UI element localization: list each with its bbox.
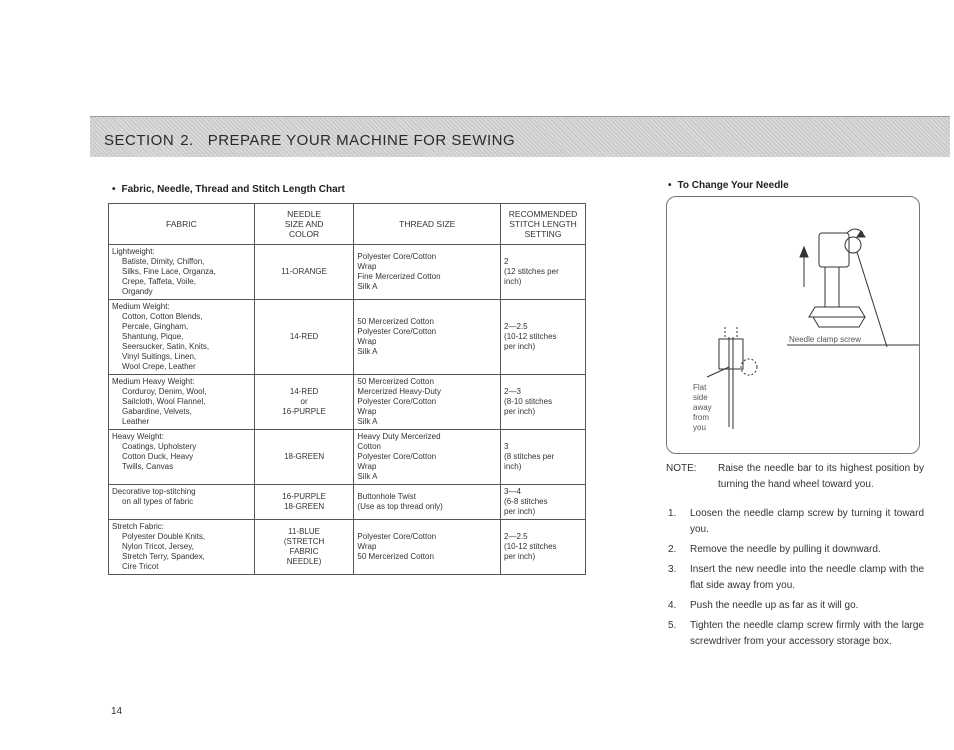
header-needle	[254, 204, 354, 245]
cell-fabric-line: Batiste, Dimity, Chiffon,	[122, 257, 205, 266]
cell-thread	[354, 430, 501, 485]
cell-needle	[254, 300, 354, 375]
flat-side-pointer-line	[707, 367, 729, 377]
cell-stitch-line: inch)	[504, 277, 522, 286]
cell-stitch	[501, 300, 586, 375]
cell-needle-line: or	[300, 397, 308, 406]
cell-thread-line: Buttonhole Twist	[357, 492, 416, 501]
pointer-line	[857, 252, 887, 347]
cell-needle-line: (STRETCH	[283, 537, 325, 546]
cell-stitch-line: (10-12 stitches	[504, 542, 557, 551]
fabric-needle-chart	[108, 203, 586, 575]
cell-needle	[254, 245, 354, 300]
cell-thread-line: Polyester Core/Cotton	[357, 252, 437, 261]
cell-thread-line: Polyester Core/Cotton	[357, 397, 437, 406]
header-fabric: FABRIC	[109, 204, 255, 245]
cell-fabric-line: Medium Weight:	[112, 302, 170, 311]
cell-thread-line: Wrap	[357, 542, 377, 551]
chart-heading	[112, 184, 345, 195]
cell-thread-line: Wrap	[357, 262, 377, 271]
cell-thread	[354, 520, 501, 575]
flat-side-label-line: from	[693, 413, 709, 422]
cell-fabric-line: Lightweight:	[112, 247, 155, 256]
cell-stitch-line: (8 stitches per	[504, 452, 555, 461]
cell-stitch-line: (6-8 stitches	[504, 497, 548, 506]
chart-body	[109, 245, 586, 575]
step-number: 4.	[668, 600, 677, 611]
note-label: NOTE:	[666, 463, 697, 474]
cell-stitch	[501, 520, 586, 575]
cell-stitch-line: (8-10 stitches	[504, 397, 553, 406]
needle-clamp-closeup-icon	[719, 339, 743, 369]
cell-thread-line: Wrap	[357, 462, 377, 471]
header-thread: THREAD SIZE	[354, 204, 501, 245]
cell-thread-line: Mercerized Heavy-Duty	[357, 387, 441, 396]
presser-bar-icon	[825, 267, 839, 307]
section-name: PREPARE YOUR MACHINE FOR SEWING	[207, 132, 516, 149]
cell-thread-line: Polyester Core/Cotton	[357, 327, 437, 336]
cell-needle-line: 11-BLUE	[288, 527, 321, 536]
table-row	[109, 375, 586, 430]
step-text: Loosen the needle clamp screw by turning it toward you.	[690, 508, 924, 535]
header-stitch-line: SETTING	[524, 229, 562, 239]
step-number: 5.	[668, 620, 677, 631]
step-number: 2.	[668, 544, 677, 555]
cell-stitch-line: 2—3	[504, 387, 521, 396]
cell-fabric-line: Sailcloth, Wool Flannel,	[122, 397, 206, 406]
cell-fabric-line: Heavy Weight:	[112, 432, 164, 441]
table-row	[109, 430, 586, 485]
cell-needle-line: NEEDLE)	[286, 557, 322, 566]
cell-needle	[254, 520, 354, 575]
cell-fabric-line: Vinyl Suitings, Linen,	[122, 352, 197, 361]
cell-thread-line: Silk A	[357, 347, 378, 356]
cell-fabric-line: Cotton, Cotton Blends,	[122, 312, 203, 321]
cell-thread-line: Silk A	[357, 417, 378, 426]
cell-needle	[254, 485, 354, 520]
cell-fabric-line: Wool Crepe, Leather	[122, 362, 196, 371]
cell-fabric-line: Cire Tricot	[122, 562, 159, 571]
cell-thread-line: Heavy Duty Mercerized	[357, 432, 441, 441]
chart-header-row	[109, 204, 586, 245]
cell-fabric-line: Gabardine, Velvets,	[122, 407, 192, 416]
cell-thread-line: Wrap	[357, 407, 377, 416]
flat-side-label-line: Flat	[693, 383, 707, 392]
cell-thread-line: 50 Mercerized Cotton	[357, 377, 434, 386]
cell-fabric	[109, 245, 255, 300]
step-number: 3.	[668, 564, 677, 575]
cell-needle	[254, 375, 354, 430]
cell-needle-line: 16-PURPLE	[282, 407, 326, 416]
cell-stitch	[501, 375, 586, 430]
cell-fabric-line: Decorative top-stitching	[112, 487, 196, 496]
chart-heading-text: Fabric, Needle, Thread and Stitch Length Chart	[121, 184, 345, 195]
cell-needle-line: 18-GREEN	[284, 452, 325, 461]
cell-needle-line: 11-ORANGE	[281, 267, 327, 276]
cell-thread	[354, 300, 501, 375]
cell-fabric-line: Medium Heavy Weight:	[112, 377, 195, 386]
cell-stitch	[501, 245, 586, 300]
table-row	[109, 245, 586, 300]
cell-fabric-line: Corduroy, Denim, Wool,	[122, 387, 207, 396]
cell-fabric	[109, 520, 255, 575]
cell-stitch	[501, 430, 586, 485]
cell-thread	[354, 245, 501, 300]
cell-fabric	[109, 375, 255, 430]
cell-stitch-line: 3—4	[504, 487, 521, 496]
needle-change-figure	[666, 196, 920, 454]
cell-fabric-line: Stretch Terry, Spandex,	[122, 552, 205, 561]
header-needle-line: SIZE AND	[284, 219, 324, 229]
cell-fabric-line: Percale, Gingham,	[122, 322, 189, 331]
header-stitch-line: STITCH LENGTH	[509, 219, 577, 229]
cell-stitch-line: 2	[504, 257, 509, 266]
step-text: Remove the needle by pulling it downward.	[690, 544, 881, 555]
up-arrow-icon	[800, 247, 808, 257]
table-row	[109, 300, 586, 375]
list-item	[666, 618, 924, 650]
cell-fabric-line: Coatings, Upholstery	[122, 442, 197, 451]
cell-fabric-line: Stretch Fabric:	[112, 522, 165, 531]
presser-foot-sole-icon	[813, 317, 865, 327]
list-item	[666, 542, 924, 558]
cell-thread-line: 50 Mercerized Cotton	[357, 317, 434, 326]
cell-stitch	[501, 485, 586, 520]
cell-thread	[354, 375, 501, 430]
cell-needle-line: 14-RED	[289, 387, 319, 396]
cell-stitch-line: 2—2.5	[504, 532, 528, 541]
needle-heading	[668, 180, 789, 191]
section-banner	[90, 116, 950, 157]
header-stitch	[501, 204, 586, 245]
step-text: Push the needle up as far as it will go.	[690, 600, 859, 611]
needle-heading-text: To Change Your Needle	[677, 180, 789, 191]
cell-fabric-line: Leather	[122, 417, 150, 426]
cell-stitch-line: inch)	[504, 462, 522, 471]
clamp-screw-icon	[845, 237, 861, 253]
cell-stitch-line: per inch)	[504, 342, 536, 351]
page-number: 14	[111, 706, 123, 717]
presser-foot-icon	[809, 307, 865, 317]
step-number: 1.	[668, 508, 677, 519]
cell-thread-line: 50 Mercerized Cotton	[357, 552, 434, 561]
clamp-screw-label: Needle clamp screw	[789, 335, 862, 344]
list-item	[666, 598, 924, 614]
cell-fabric	[109, 300, 255, 375]
cell-thread-line: Silk A	[357, 472, 378, 481]
cell-needle-line: 18-GREEN	[284, 502, 325, 511]
section-title	[104, 132, 515, 149]
clamp-body-icon	[819, 233, 849, 267]
section-prefix: SECTION	[104, 132, 175, 149]
cell-fabric-line: on all types of fabric	[122, 497, 194, 506]
needle-steps-list	[666, 506, 924, 654]
cell-needle-line: 16-PURPLE	[282, 492, 326, 501]
cell-thread-line: Fine Mercerized Cotton	[357, 272, 441, 281]
cell-thread-line: (Use as top thread only)	[357, 502, 443, 511]
cell-thread	[354, 485, 501, 520]
section-number: 2.	[180, 132, 194, 149]
list-item	[666, 506, 924, 538]
bullet-icon: •	[112, 184, 116, 195]
bullet-icon: •	[668, 180, 672, 191]
step-text: Tighten the needle clamp screw firmly with the large screwdriver from your accessory storage box.	[690, 620, 924, 647]
flat-side-label-line: away	[693, 403, 712, 412]
header-stitch-line: RECOMMENDED	[508, 209, 578, 219]
flat-side-label	[693, 383, 712, 433]
cell-stitch-line: 3	[504, 442, 509, 451]
table-row	[109, 520, 586, 575]
header-needle-line: COLOR	[288, 229, 320, 239]
cell-stitch-line: per inch)	[504, 507, 536, 516]
cell-fabric-line: Seersucker, Satin, Knits,	[122, 342, 210, 351]
cell-needle-line: 14-RED	[289, 332, 319, 341]
flat-side-label-line: you	[693, 423, 706, 432]
cell-thread-line: Polyester Core/Cotton	[357, 532, 437, 541]
cell-thread-line: Polyester Core/Cotton	[357, 452, 437, 461]
cell-needle-line: FABRIC	[289, 547, 319, 556]
cell-fabric-line: Polyester Double Knits,	[122, 532, 206, 541]
cell-stitch-line: per inch)	[504, 552, 536, 561]
cell-fabric-line: Cotton Duck, Heavy	[122, 452, 194, 461]
cell-thread-line: Cotton	[357, 442, 381, 451]
cell-stitch-line: (12 stitches per	[504, 267, 559, 276]
cell-needle	[254, 430, 354, 485]
rotation-arrowhead-icon	[857, 231, 865, 237]
cell-fabric-line: Silks, Fine Lace, Organza,	[122, 267, 216, 276]
cell-fabric-line: Twills, Canvas	[122, 462, 174, 471]
cell-thread-line: Silk A	[357, 282, 378, 291]
cell-stitch-line: (10-12 stitches	[504, 332, 557, 341]
cell-fabric-line: Crepe, Taffeta, Voile,	[122, 277, 196, 286]
header-needle-line: NEEDLE	[287, 209, 322, 219]
cell-fabric-line: Shantung, Pique,	[122, 332, 184, 341]
table-row	[109, 485, 586, 520]
cell-stitch-line: per inch)	[504, 407, 536, 416]
cell-fabric-line: Nylon Tricot, Jersey,	[122, 542, 194, 551]
cell-thread-line: Wrap	[357, 337, 377, 346]
step-text: Insert the new needle into the needle clamp with the flat side away from you.	[690, 564, 924, 591]
note-text: Raise the needle bar to its highest position by turning the hand wheel toward you.	[718, 463, 924, 490]
cell-stitch-line: 2—2.5	[504, 322, 528, 331]
cell-fabric-line: Organdy	[122, 287, 153, 296]
cell-fabric	[109, 485, 255, 520]
list-item	[666, 562, 924, 594]
flat-side-label-line: side	[693, 393, 708, 402]
cell-fabric	[109, 430, 255, 485]
